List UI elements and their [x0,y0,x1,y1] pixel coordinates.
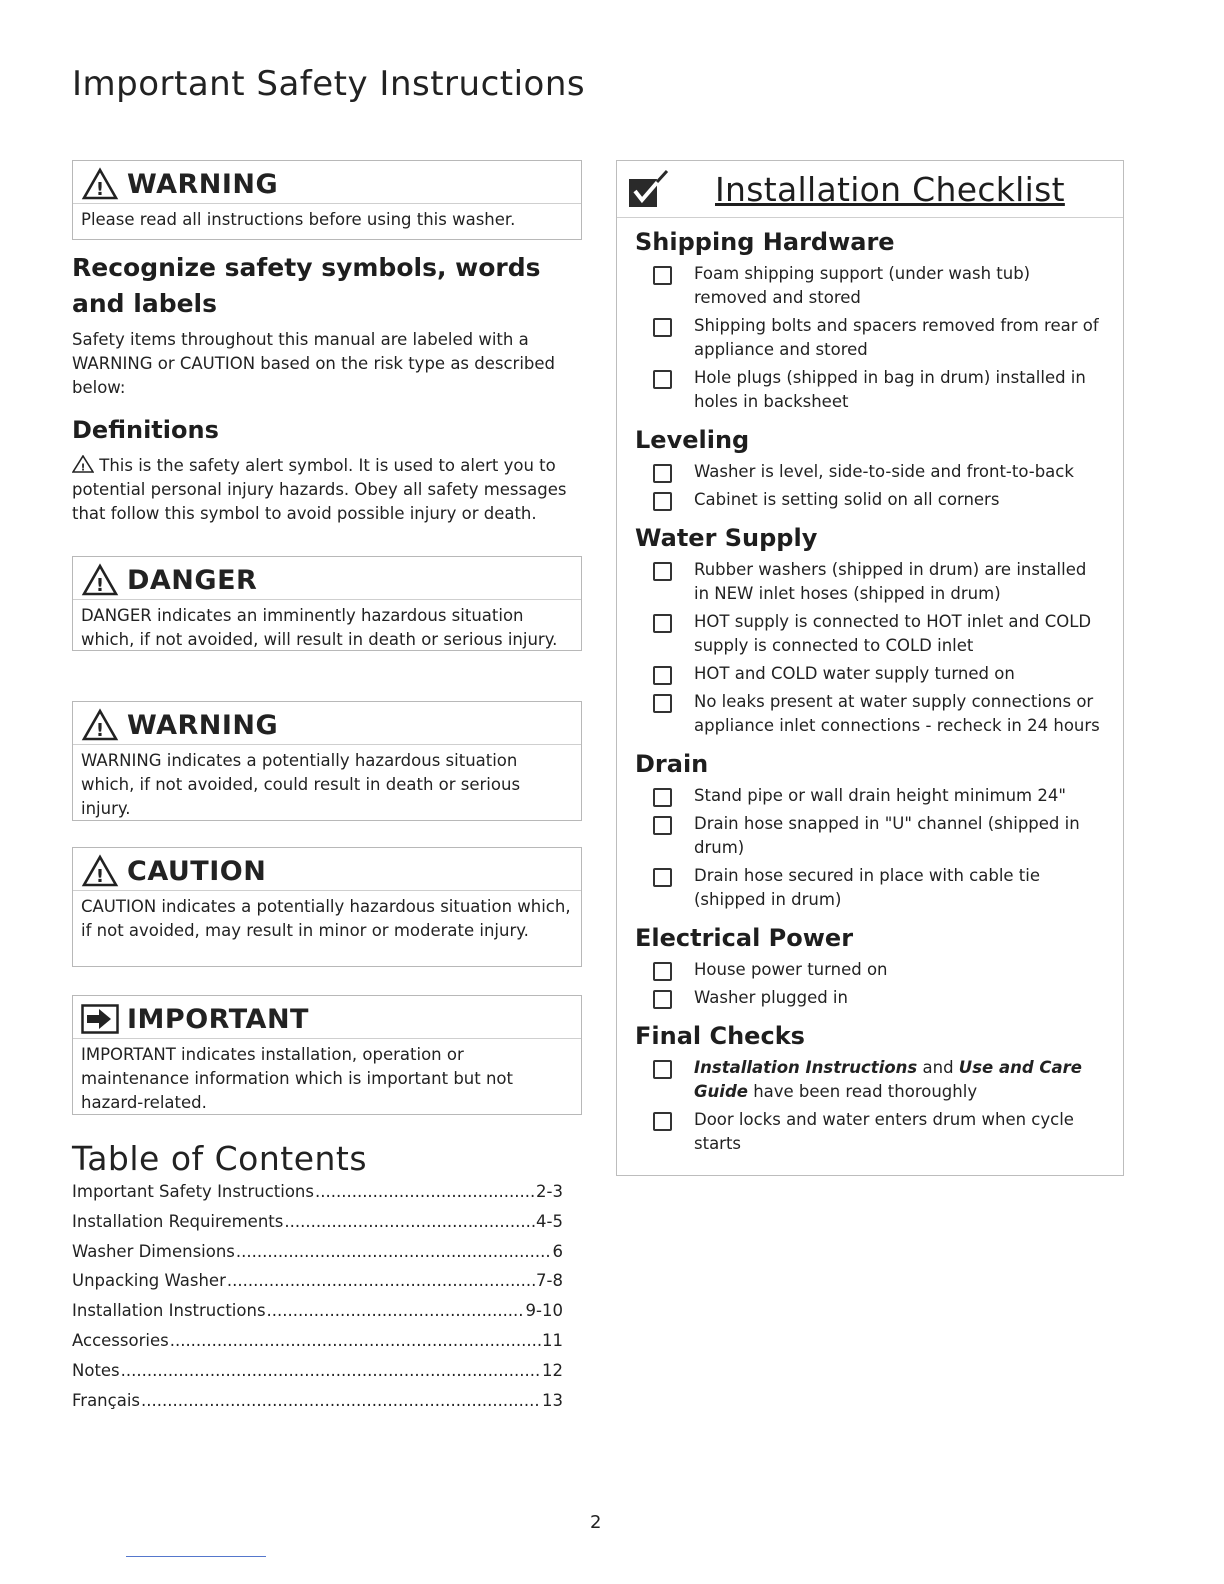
checkbox[interactable] [653,694,672,713]
warning-text: WARNING indicates a potentially hazardous situation which, if not avoided, could result in death or serious injury. [81,751,521,818]
checkbox[interactable] [653,370,672,389]
signal-word: WARNING [127,168,279,200]
page-number: 2 [590,1512,602,1533]
important-text: IMPORTANT indicates installation, operation or maintenance information which is important but not hazard-related. [81,1045,513,1112]
safety-alert-icon [81,854,119,888]
checklist-item[interactable]: Washer is level, side-to-side and front-to-back [635,460,1123,484]
toc-row[interactable]: Accessories ..... 11 [72,1331,563,1361]
safety-alert-icon [72,455,94,473]
safety-alert-icon [81,167,119,201]
warning-notice-box [72,160,582,240]
checkbox[interactable] [653,614,672,633]
checklist-section-electrical: Electrical Power House power turned on Washer plugged in [617,922,1123,1010]
checklist-item[interactable]: HOT and COLD water supply turned on [635,662,1123,686]
svg-text:!: ! [95,866,105,887]
checked-box-icon [627,169,671,209]
checkbox[interactable] [653,666,672,685]
checklist-item[interactable]: Stand pipe or wall drain height minimum 24" [635,784,1123,808]
svg-text:!: ! [95,720,105,741]
checkbox[interactable] [653,990,672,1009]
checklist-item[interactable]: Washer plugged in [635,986,1123,1010]
checklist-item[interactable]: HOT supply is connected to HOT inlet and COLD supply is connected to COLD inlet [635,610,1123,658]
svg-text:!: ! [80,462,86,473]
caution-box [72,847,582,967]
checklist-section-leveling: Leveling Washer is level, side-to-side and front-to-back Cabinet is setting solid on all corners [617,424,1123,512]
installation-checklist [616,160,1124,1176]
toc-row[interactable]: Installation Instructions ..... 9-10 [72,1301,563,1331]
recognize-heading: Recognize safety symbols, words and labels [72,253,541,318]
toc-row[interactable]: Français ..... 13 [72,1391,563,1421]
caution-text: CAUTION indicates a potentially hazardous situation which, if not avoided, may result in minor or moderate injury. [81,897,571,940]
toc-row[interactable]: Installation Requirements ..... 4-5 [72,1212,563,1242]
checklist-item[interactable]: Foam shipping support (under wash tub) removed and stored [635,262,1123,310]
checkbox[interactable] [653,962,672,981]
checklist-item[interactable]: Hole plugs (shipped in bag in drum) installed in holes in backsheet [635,366,1123,414]
signal-word: IMPORTANT [127,1003,309,1035]
toc-row[interactable]: Washer Dimensions ..... 6 [72,1242,563,1272]
safety-alert-icon [81,563,119,597]
toc-row[interactable]: Important Safety Instructions ..... 2-3 [72,1182,563,1212]
footer-rule [126,1556,266,1557]
checkbox[interactable] [653,868,672,887]
definitions-text: This is the safety alert symbol. It is used to alert you to potential personal injury hazards. Obey all safety messages that follow this symbol to avoid possible injury or death. [72,456,567,523]
notice-text: Please read all instructions before using this washer. [81,210,516,229]
checklist-section-final: Final Checks Installation Instructions and Use and Care Guide have been read thoroughly Door locks and water enters drum when cycle starts [617,1020,1123,1156]
checklist-item[interactable]: Drain hose secured in place with cable tie (shipped in drum) [635,864,1123,912]
checklist-item[interactable]: House power turned on [635,958,1123,982]
danger-box [72,556,582,651]
toc-list [72,1182,582,1420]
checklist-item[interactable]: Drain hose snapped in "U" channel (shipped in drum) [635,812,1123,860]
important-arrow-icon [81,1004,119,1034]
safety-alert-icon [81,708,119,742]
svg-text:!: ! [95,179,105,200]
checklist-item[interactable]: Cabinet is setting solid on all corners [635,488,1123,512]
checkbox[interactable] [653,1112,672,1131]
toc-row[interactable]: Notes ..... 12 [72,1361,563,1391]
page-title: Important Safety Instructions [72,64,586,104]
checkbox[interactable] [653,318,672,337]
checklist-section-water-supply: Water Supply Rubber washers (shipped in drum) are installed in NEW inlet hoses (shipped in drum) HOT supply is connected to HOT inlet and COLD supply is connected to COLD inlet HOT and COLD water supply turned on No leaks present at water supply connections or appliance inlet connections - recheck in 24 hours [617,522,1123,738]
checklist-title: Installation Checklist [715,169,1065,209]
toc-heading: Table of Contents [72,1139,368,1178]
danger-text: DANGER indicates an imminently hazardous situation which, if not avoided, will result in death or serious injury. [81,606,558,649]
signal-word: WARNING [127,709,279,741]
warning-box [72,701,582,821]
checklist-item[interactable]: Shipping bolts and spacers removed from rear of appliance and stored [635,314,1123,362]
checklist-item[interactable]: Installation Instructions and Use and Care Guide have been read thoroughly [635,1056,1123,1104]
checkbox[interactable] [653,266,672,285]
signal-word: CAUTION [127,855,267,887]
checkbox[interactable] [653,492,672,511]
checklist-section-drain: Drain Stand pipe or wall drain height minimum 24" Drain hose snapped in "U" channel (shipped in drum) Drain hose secured in place with cable tie (shipped in drum) [617,748,1123,912]
recognize-text: Safety items throughout this manual are labeled with a WARNING or CAUTION based on the risk type as described below: [72,330,556,397]
definitions-heading: Definitions [72,416,219,444]
checkbox[interactable] [653,562,672,581]
checklist-item[interactable]: Rubber washers (shipped in drum) are installed in NEW inlet hoses (shipped in drum) [635,558,1123,606]
left-column [72,160,582,1420]
checkbox[interactable] [653,464,672,483]
signal-word: DANGER [127,564,258,596]
toc-row[interactable]: Unpacking Washer ..... 7-8 [72,1271,563,1301]
checklist-item[interactable]: Door locks and water enters drum when cycle starts [635,1108,1123,1156]
checkbox[interactable] [653,816,672,835]
svg-text:!: ! [95,575,105,596]
important-box [72,995,582,1115]
checkbox[interactable] [653,788,672,807]
checkbox[interactable] [653,1060,672,1079]
checklist-item[interactable]: No leaks present at water supply connections or appliance inlet connections - recheck in 24 hours [635,690,1123,738]
checklist-section-shipping: Shipping Hardware Foam shipping support (under wash tub) removed and stored Shipping bolts and spacers removed from rear of appliance and stored Hole plugs (shipped in bag in drum) installed in holes in backsheet [617,226,1123,414]
